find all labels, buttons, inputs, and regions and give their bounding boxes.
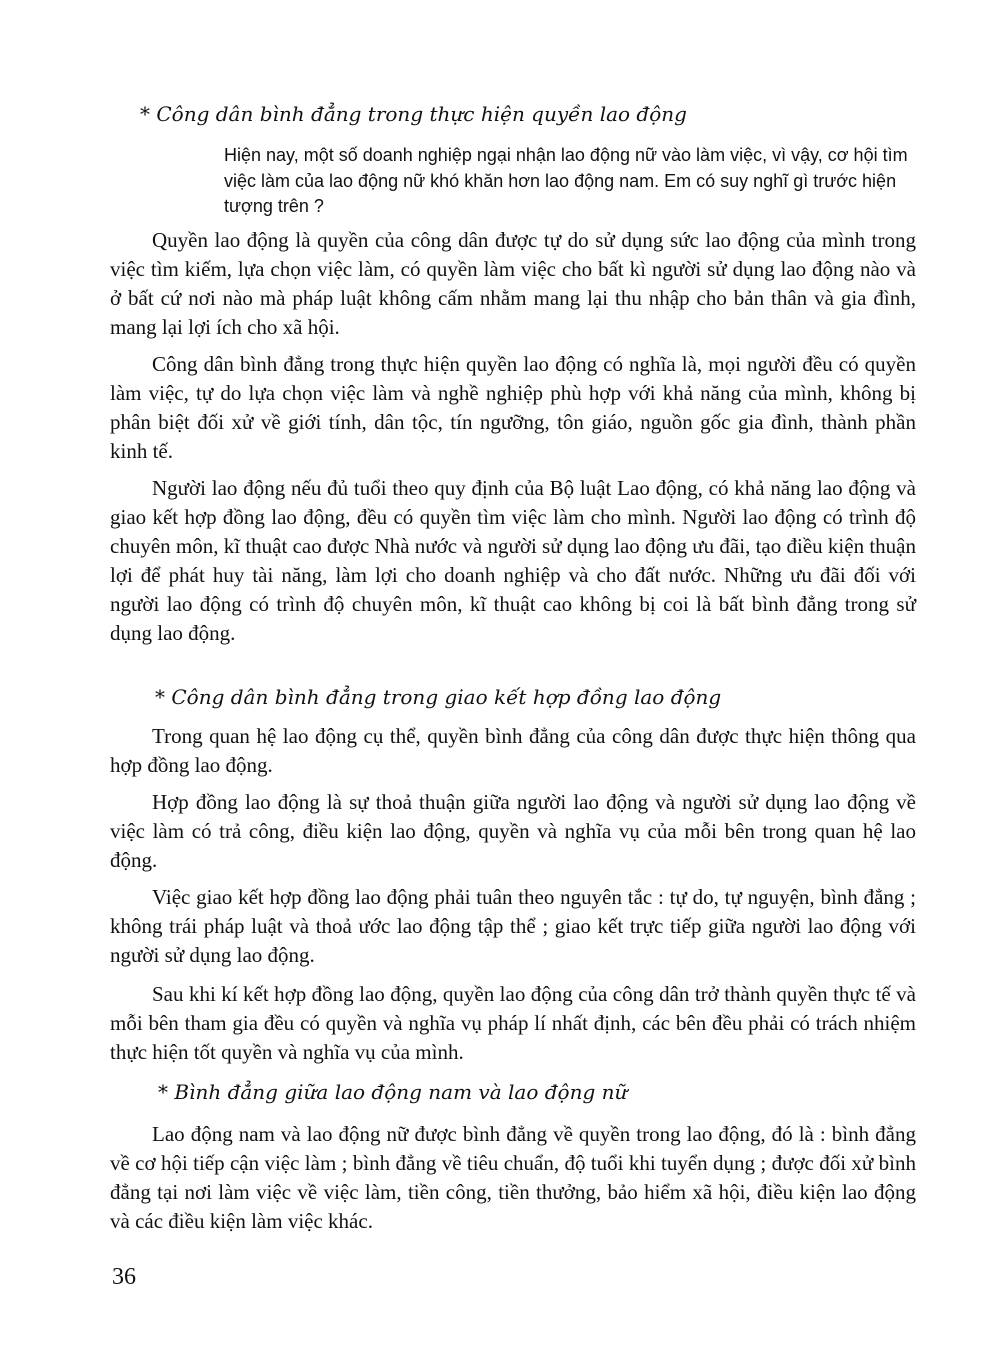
paragraph-gender-equality: Lao động nam và lao động nữ được bình đẳng về quyền trong lao động, đó là : bình đẳng về cơ hội tiếp cận việc làm ; bình đẳng về tiêu chuẩn, độ tuổi khi tuyển dụng ; được đối xử bình đẳng tại nơi làm việc về việc làm, tiền công, tiền thưởng, bảo hiểm xã hội, điều kiện lao động và các điều kiện làm việc khác. (110, 1122, 916, 1233)
section-heading-gender-equality: * Bình đẳng giữa lao động nam và lao động nữ (158, 1080, 628, 1104)
paragraph-labor-right-definition: Quyền lao động là quyền của công dân được tự do sử dụng sức lao động của mình trong việc tìm kiếm, lựa chọn việc làm, có quyền làm việc cho bất kì người sử dụng lao động nào và ở bất cứ nơi nào mà pháp luật không cấm nhằm mang lại thu nhập cho bản thân và gia đình, mang lại lợi ích cho xã hội. (110, 228, 916, 339)
paragraph-contract-relationship: Trong quan hệ lao động cụ thể, quyền bình đẳng của công dân được thực hiện thông qua hợp đồng lao động. (110, 724, 916, 777)
paragraph-after-signing: Sau khi kí kết hợp đồng lao động, quyền lao động của công dân trở thành quyền thực tế và mỗi bên tham gia đều có quyền và nghĩa vụ pháp lí nhất định, các bên đều phải có trách nhiệm thực hiện tốt quyền và nghĩa vụ của mình. (110, 982, 916, 1064)
section-heading-labor-contract: * Công dân bình đẳng trong giao kết hợp đồng lao động (155, 685, 722, 709)
paragraph-qualified-workers: Người lao động nếu đủ tuổi theo quy định của Bộ luật Lao động, có khả năng lao động và giao kết hợp đồng lao động, đều có quyền tìm việc làm cho mình. Người lao động có trình độ chuyên môn, kĩ thuật cao được Nhà nước và người sử dụng lao động ưu đãi, tạo điều kiện thuận lợi để phát huy tài năng, làm lợi cho doanh nghiệp và cho đất nước. Những ưu đãi đối với người lao động có trình độ chuyên môn, kĩ thuật cao không bị coi là bất bình đẳng trong sử dụng lao động. (110, 476, 916, 645)
paragraph-contract-definition: Hợp đồng lao động là sự thoả thuận giữa người lao động và người sử dụng lao động về việc làm có trả công, điều kiện lao động, quyền và nghĩa vụ của mỗi bên trong quan hệ lao động. (110, 790, 916, 872)
page-number: 36 (112, 1264, 136, 1290)
paragraph-equal-labor-rights: Công dân bình đẳng trong thực hiện quyền lao động có nghĩa là, mọi người đều có quyền làm việc, tự do lựa chọn việc làm và nghề nghiệp phù hợp với khả năng của mình, không bị phân biệt đối xử về giới tính, dân tộc, tín ngưỡng, tôn giáo, nguồn gốc gia đình, thành phần kinh tế. (110, 352, 916, 463)
discussion-question: Hiện nay, một số doanh nghiệp ngại nhận lao động nữ vào làm việc, vì vậy, cơ hội tìm việc làm của lao động nữ khó khăn hơn lao động nam. Em có suy nghĩ gì trước hiện tượng trên ? (224, 145, 908, 216)
section-heading-labor-rights: * Công dân bình đẳng trong thực hiện quyền lao động (140, 102, 687, 126)
paragraph-contract-principles: Việc giao kết hợp đồng lao động phải tuân theo nguyên tắc : tự do, tự nguyện, bình đẳng ; không trái pháp luật và thoả ước lao động tập thể ; giao kết trực tiếp giữa người lao động với người sử dụng lao động. (110, 885, 916, 967)
